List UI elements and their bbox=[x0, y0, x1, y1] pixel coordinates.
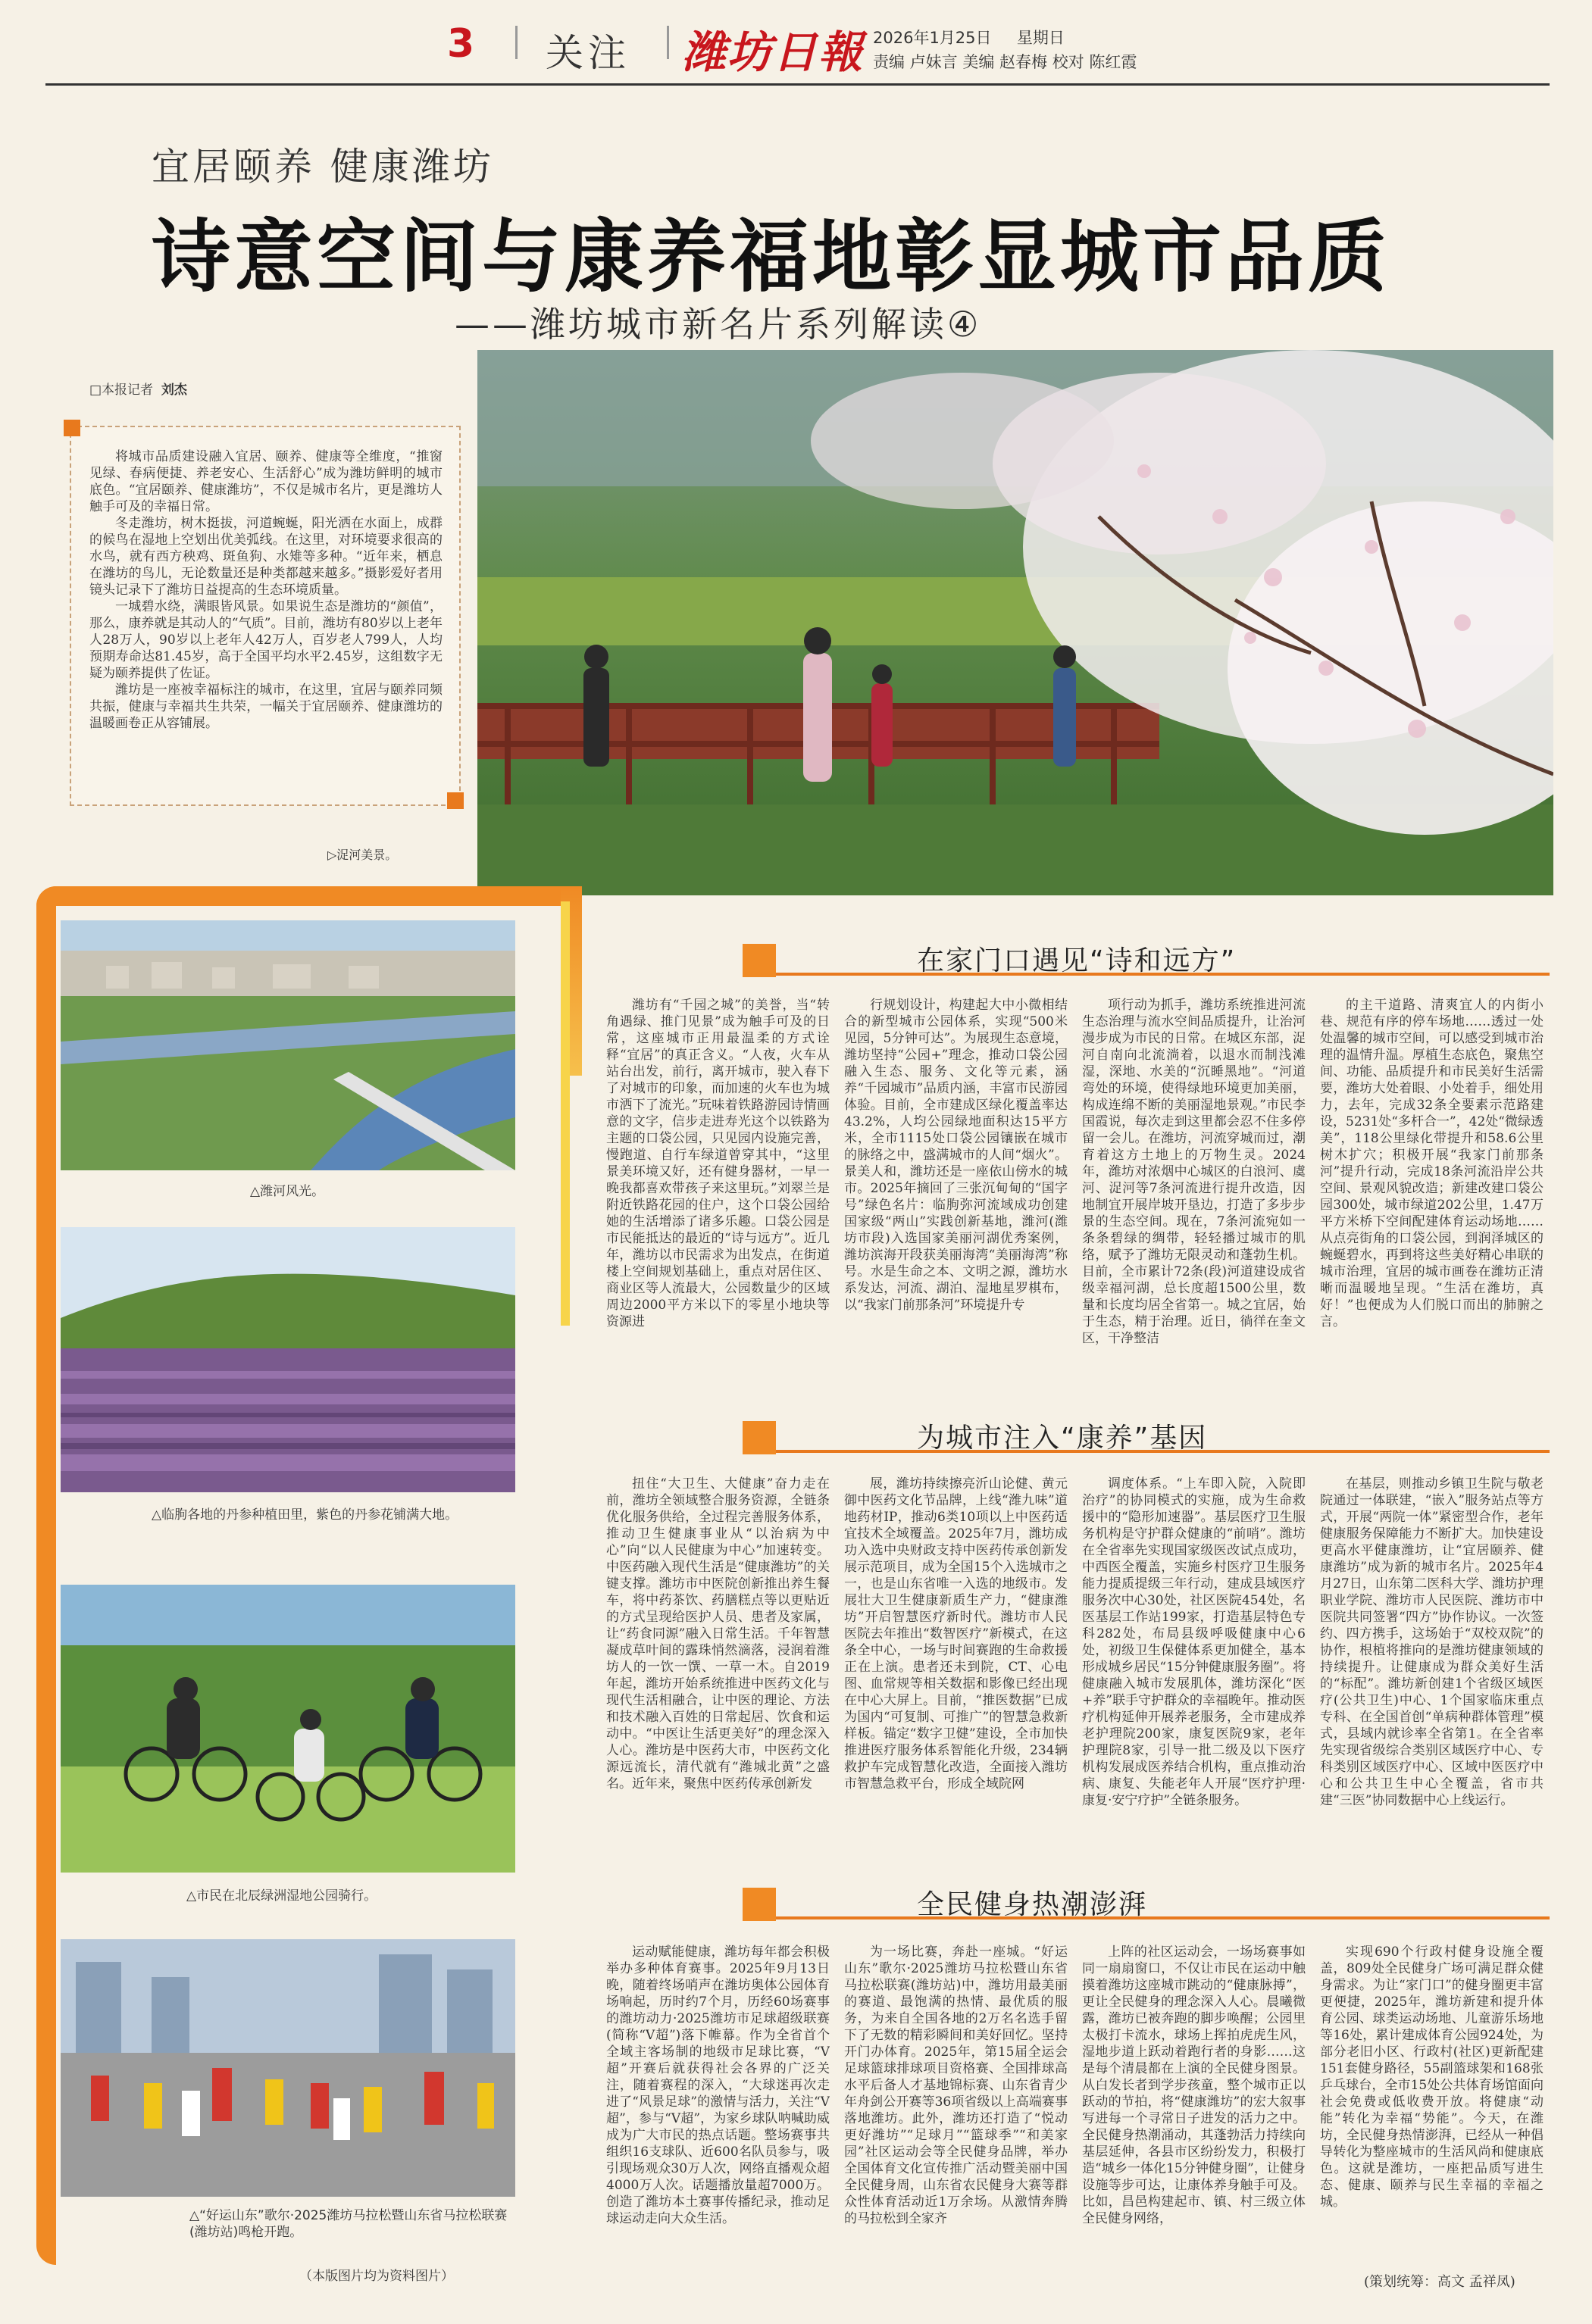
photo-marathon bbox=[61, 1939, 515, 2197]
lead-paragraph: 冬走潍坊，树木挺拔，河道蜿蜒，阳光洒在水面上，成群的候鸟在湿地上空划出优美弧线。在这里，对环境要求很高的水鸟，就有西方秧鸡、斑鱼狗、水雉等多种。“近年来，栖息在潍坊的鸟儿，无论数量还是种类都越来越多。”摄影爱好者用镜头记录下了潍坊日益提高的生态环境质量。 bbox=[89, 516, 443, 598]
divider bbox=[515, 26, 518, 59]
article-subtitle: ——潍坊城市新名片系列解读④ bbox=[455, 304, 982, 345]
photo-caption: △市民在北辰绿洲湿地公园骑行。 bbox=[186, 1888, 377, 1904]
decor-corner bbox=[447, 792, 464, 809]
photo-illustration bbox=[61, 1227, 515, 1492]
photo-caption: △临朐各地的丹参种植田里，紫色的丹参花铺满大地。 bbox=[152, 1507, 458, 1523]
article-kicker: 宜居颐养 健康潍坊 bbox=[152, 145, 494, 189]
masthead bbox=[0, 0, 1592, 76]
body-column: 潍坊有“千园之城”的美誉，当“转角遇绿、推门见景”成为触手可及的日常，这座城市正用最温柔的方式诠释“宜居”的真正含义。“人夜，火车从站台出发，前行，离开城市，驶入春下了对城市的印象，而加速的火车也为城市洒下了流光。”玩味着铁路游园诗情画意的文字，信步走进寿光这个以铁路为主题的口袋公园，只见园内设施完善，慢跑道、自行车绿道曾穿其中，“这里景美环境又好，还有健身器材，一早一晚我都喜欢带孩子来这里玩。”刘翠兰是附近铁路花园的住户，这个口袋公园给她的生活增添了诸多乐趣。口袋公园是市民能抵达的最近的“诗与远方”。近几年，潍坊以市民需求为出发点，在街道楼上空间规划基础上，重点对居住区、商业区等人流最大，公园数量少的区域周边2000平方米以下的零星小地块等资源进 bbox=[606, 998, 830, 1329]
section-heading bbox=[743, 1883, 1550, 1926]
photo-illustration bbox=[61, 1939, 515, 2197]
body-column: 的主干道路、清爽宜人的内街小巷、规范有序的停车场地……透过一处处温馨的城市空间，可以感受到城市治理的温情升温。厚植生态底色，聚焦空间、功能、品质提升和市民美好生活需要，潍坊大处着眼、小处着手，细处用力，去年，完成32条全要素示范路建设，5231处“多杆合一”，42处“微绿透美”，118公里绿化带提升和58.6公里树木扩穴；积极开展“我家门前那条河”提升行动，完成18条河流沿岸公共空间、景观风貌改造；新建改建口袋公园300处，城市绿道202公里，1.47万平方米桥下空间配建体育运动场地……从点亮街角的口袋公园，到润泽城区的蜿蜒碧水，再到将这些美好精心串联的城市治理，宜居的城市画卷在潍坊正清晰而温暖地呈现。“生活在潍坊，真好！”也便成为人们脱口而出的肺腑之言。 bbox=[1320, 998, 1544, 1329]
photos-note: （本版图片均为资料图片） bbox=[299, 2269, 454, 2284]
header-rule bbox=[45, 83, 1550, 86]
photo-cyclists bbox=[61, 1585, 515, 1873]
photo-illustration bbox=[61, 920, 515, 1170]
photo-weihe-scenery bbox=[61, 920, 515, 1170]
section-title: 为城市注入“康养”基因 bbox=[917, 1423, 1208, 1454]
article-title: 诗意空间与康养福地彰显城市品质 bbox=[152, 210, 1391, 303]
section-title: 全民健身热潮澎湃 bbox=[917, 1889, 1148, 1920]
body-column: 项行动为抓手，潍坊系统推进河流生态治理与流水空间品质提升，让治河漫步成为市民的日常。在城区东部，浞河自南向北流淌着，以退水而制浅滩湿，深地、水美的“沉睡黑地”。“河道弯处的环境，使得绿地环境更加美丽，构成连绵不断的美丽湿地景观。”市民李国霞说，每次走到这里都会忍不住多停留一会儿。在潍坊，河流穿城而过，潮育着这方土地上的万物生灵。2024年，潍坊对浓烟中心城区的白浪河、虞河、浞河等7条河流进行提升改造，因地制宜开展岸坡开垦边，打造了多步步景的生态空间。现在，7条河流宛如一条条碧绿的绸带，轻轻播过城市的肌络，赋予了潍坊无限灵动和蓬勃生机。目前，全市累计72条(段)河道建设成省级幸福河湖，总长度超1500公里，数量和长度均居全省第一。城之宜居，始于生态，精于治理。近日，徜徉在奎文区，干净整洁 bbox=[1082, 998, 1306, 1346]
byline: □本报记者 刘杰 bbox=[89, 383, 187, 398]
body-column: 扭住“大卫生、大健康”奋力走在前，潍坊全领域整合服务资源，全链条优化服务供给，全过程完善服务体系，推动卫生健康事业从“以治病为中心”向“以人民健康为中心”加速转变。中医药融入现代生活是“健康潍坊”的关键支撑。潍坊市中医院创新推出养生餐车，将中药茶饮、药膳糕点等以更贴近的方式呈现给医护人员、患者及家属，让“药食同源”融入日常生活。千年智慧凝成草叶间的露珠悄然滴落，浸润着潍坊人的一饮一馔、一草一木。自2019年起，潍坊开始系统推进中医药文化与现代生活相融合，让中医的理论、方法和技术融入百姓的日常起居、饮食和运动中。“中医让生活更美好”的理念深入人心。潍坊是中医药大市，中医药文化源远流长，清代就有“潍城北黄”之盛名。近年来，聚焦中医药传承创新发 bbox=[606, 1476, 830, 1791]
editor-note: (策划统筹：高文 孟祥凤) bbox=[1364, 2274, 1515, 2290]
page-number: 3 bbox=[447, 21, 475, 67]
body-column: 实现690个行政村健身设施全覆盖，809处全民健身广场可满足群众健身需求。为让“家门口”的健身圈更丰富更便捷，2025年，潍坊新建和提升体育公园、球类运动场地、儿童游乐场地等16处，累计建成体育公园924处，为部分老旧小区、行政村(社区)更新配建151套健身路径，55副篮球架和168张乒乓球台，全市15处公共体育场馆面向社会免费或低收费开放。将健康“动能”转化为幸福“势能”。今天，在潍坊，全民健身热情澎湃，已经从一种倡导转化为整座城市的生活风尚和健康底色。这就是潍坊，一座把品质写进生态、健康、颐养与民生幸福的幸福之城。 bbox=[1320, 1944, 1544, 2210]
body-column: 在基层，则推动乡镇卫生院与敬老院通过一体联建，“嵌入”服务站点等方式，开展“两院一体”紧密型合作，老年健康服务保障能力不断扩大。加快建设更高水平健康潍坊，让“宜居颐养、健康潍坊”成为新的城市名片。2025年4月27日，山东第二医科大学、潍坊护理职业学院、潍坊市人民医院、潍坊市中医院共同签署“四方”协作协议。一次签约、四方携手，这场始于“双校双院”的协作，根植将推向的是潍坊健康领域的持续提升。让健康成为群众美好生活的“标配”。潍坊新创建1个省级区域医疗(公共卫生)中心、1个国家临床重点专科、在全国首创“单病种群体管理”模式，县域内就诊率全省第1。在全省率先实现省级综合类别区域医疗中心、专科类别区域医疗中心、区域中医医疗中心和公共卫生中心全覆盖，省市共建“三医”协同数据中心上线运行。 bbox=[1320, 1476, 1544, 1808]
body-column: 展，潍坊持续擦亮沂山论健、黄元御中医药文化节品牌，上线“潍九味”道地药材IP，推动6类10项以上中医药适宜技术全域覆盖。2025年7月，潍坊成功入选中央财政支持中医药传承创新发展示范项目，成为全国15个入选城市之一，也是山东省唯一入选的地级市。发展壮大卫生健康新质生产力，“健康潍坊”开启智慧医疗新时代。潍坊市人民医院去年推出“数智医疗”新模式，在这条全中心，一场与时间赛跑的生命救援正在上演。患者还未到院，CT、心电图、血常规等相关数据和影像已经出现在中心大屏上。目前，“推医数据”已成为国内“可复制、可推广”的智慧急救新样板。锚定“数字卫健”建设，全市加快推进医疗服务体系智能化升级，234辆救护车完成智慧化改造，全面接入潍坊市智慧急救平台，形成全域院网 bbox=[844, 1476, 1068, 1791]
photo-illustration bbox=[61, 1585, 515, 1873]
body-column: 行规划设计，构建起大中小微相结合的新型城市公园体系，实现“500米见园，5分钟可达”。为展现生态意境，潍坊坚持“公园+”理念，推动口袋公园融入生态、服务、文化等元素，涵养“千园城市”品质内涵，丰富市民游园体验。目前，全市建成区绿化覆盖率达43.2%，人均公园绿地面积达15平方米，全市1115处口袋公园镶嵌在城市的脉络之中，盛满城市的人间“烟火”。景美人和，潍坊还是一座依山傍水的城市。2025年摘回了三张沉甸甸的“国字号”绿色名片：临朐弥河流域成功创建国家级“两山”实践创新基地，潍河(潍坊市段)入选国家美丽河湖优秀案例，潍坊滨海开段获美丽海湾“美丽海湾”称号。水是生命之本、文明之源，潍坊水系发达，河流、湖泊、湿地星罗棋布，以“我家门前那条河”环境提升专 bbox=[844, 998, 1068, 1313]
body-column: 运动赋能健康，潍坊每年都会积极举办多种体育赛事。2025年9月13日晚，随着终场哨声在潍坊奥体公园体育场响起，历时约7个月，历经60场赛事的潍坊动力·2025潍坊市足球超级联赛(简称“V超”)落下帷幕。作为全省首个全域主客场制的地级市足球比赛，“V超”开赛后就获得社会各界的广泛关注，随着赛程的深入，“大球迷再次走进了“风景足球”的激情与活力，关注“V超”，参与“V超”，为家乡球队呐喊助威成为广大市民的热点话题。整场赛事共组织16支球队、近600名队员参与，吸引现场观众30万人次，网络直播观众超4000万人次。话题播放量超7000万。创造了潍坊本土赛事传播纪录，推动足球运动走向大众生活。 bbox=[606, 1944, 830, 2226]
decor-corner bbox=[64, 420, 80, 436]
lead-paragraph: 将城市品质建设融入宜居、颐养、健康等全维度，“推窗见绿、春病便捷、养老安心、生活舒心”成为潍坊鲜明的城市底色。“宜居颐养、健康潍坊”，不仅是城市名片，更是潍坊人触手可及的幸福日常。 bbox=[89, 449, 443, 514]
decor-frame-top bbox=[36, 886, 582, 906]
body-column: 调度体系。“上车即入院，入院即治疗”的协同模式的实施，成为生命救援中的“隐形加速器”。基层医疗卫生服务机构是守护群众健康的“前哨”。潍坊在全省率先实现国家级医改试点成功，中西医全覆盖，实施乡村医疗卫生服务能力提质提级三年行动，建成县域医疗服务次中心30处，社区医院454处，名医基层工作站199家，打造基层特色专科282处，布局县级呼吸健康中心6处，初级卫生保健体系更加健全，基本形成城乡居民“15分钟健康服务圈”。将健康融入城市发展肌体，潍坊深化“医+养”联手守护群众的幸福晚年。推动医疗机构延伸开展养老服务，全市建成养老护理院200家，康复医院9家，老年护理院8家，引导一批二级及以下医疗机构发展成医养结合机构，重点推动治病、康复、失能老年人开展“医疗护理·康复·安宁疗护”全链条服务。 bbox=[1082, 1476, 1306, 1808]
section-name: 关注 bbox=[546, 31, 630, 75]
decor-frame-left bbox=[36, 886, 56, 2265]
decor-strip bbox=[561, 901, 570, 1326]
lead-paragraphs bbox=[89, 448, 443, 732]
issue-date: 2026年1月25日 星期日 bbox=[873, 29, 1065, 47]
photo-caption: △“好运山东”歌尔·2025潍坊马拉松暨山东省马拉松联赛(潍坊站)鸣枪开跑。 bbox=[189, 2208, 508, 2240]
section-title: 在家门口遇见“诗和远方” bbox=[917, 945, 1237, 976]
body-column: 上阵的社区运动会，一场场赛事如同一扇扇窗口，不仅让市民在运动中触摸着潍坊这座城市跳动的“健康脉搏”，更让全民健身的理念深入人心。晨曦微露，潍坊已被奔跑的脚步唤醒；公园里太极打卡流水，球场上挥拍虎虎生风，湿地步道上跃动着跑行者的身影……这是每个清晨都在上演的全民健身图景。从白发长者到学步孩童，整个城市正以跃动的节拍，将“健康潍坊”的宏大叙事写进每一个寻常日子进发的活力之中。全民健身热潮涌动，其蓬勃活力持续向基层延伸，各县市区纷纷发力，积极打造“城乡一体化15分钟健身圈”，让健身设施等步可达，让康体养身触手可及。比如，昌邑构建起市、镇、村三级立体全民健身网络， bbox=[1082, 1944, 1306, 2226]
lead-paragraph: 一城碧水绕，满眼皆风景。如果说生态是潍坊的“颜值”，那么，康养就是其动人的“气质”。目前，潍坊有80岁以上老年人28万人，90岁以上老年人42万人，百岁老人799人，人均预期寿命达81.45岁，高于全国平均水平2.45岁，这组数字无疑为颐养提供了佐证。 bbox=[89, 599, 443, 681]
section-heading bbox=[743, 939, 1550, 982]
photo-caption: △潍河风光。 bbox=[250, 1184, 325, 1199]
lead-paragraph: 潍坊是一座被幸福标注的城市，在这里，宜居与颐养同频共振，健康与幸福共生共荣，一幅关于宜居颐养、健康潍坊的温暖画卷正从容铺展。 bbox=[89, 683, 443, 731]
editor-credits: 责编 卢妹言 美编 赵春梅 校对 陈红霞 bbox=[873, 53, 1137, 71]
hero-illustration bbox=[477, 350, 1553, 895]
photo-salvia-field bbox=[61, 1227, 515, 1492]
section-heading bbox=[743, 1417, 1550, 1459]
newspaper-logo: 潍坊日報 bbox=[682, 27, 865, 78]
divider bbox=[667, 26, 669, 59]
body-column: 为一场比赛，奔赴一座城。“好运山东”歌尔·2025潍坊马拉松暨山东省马拉松联赛(潍坊站)中，潍坊用最美丽的赛道、最饱满的热情、最优质的服务，为来自全国各地的2万名名选手留下了无数的精彩瞬间和美好回忆。坚持开门办体育。2025年，第15届全运会足球篮球排球项目资格赛、全国排球高水平后备人才基地锦标赛、山东省青少年舟剑公开赛等36项省级以上高端赛事落地潍坊。此外，潍坊还打造了“悦动更好潍坊”“足球月”“篮球季”“和美家园”社区运动会等全民健身品牌，举办全国体育文化宣传推广活动暨美丽中国全民健身周，山东省农民健身大赛等群众性体育活动近1万余场。从激情奔腾的马拉松到全家齐 bbox=[844, 1944, 1068, 2226]
hero-photo-plum-blossoms bbox=[477, 350, 1553, 895]
hero-caption: ▷浞河美景。 bbox=[327, 848, 398, 862]
